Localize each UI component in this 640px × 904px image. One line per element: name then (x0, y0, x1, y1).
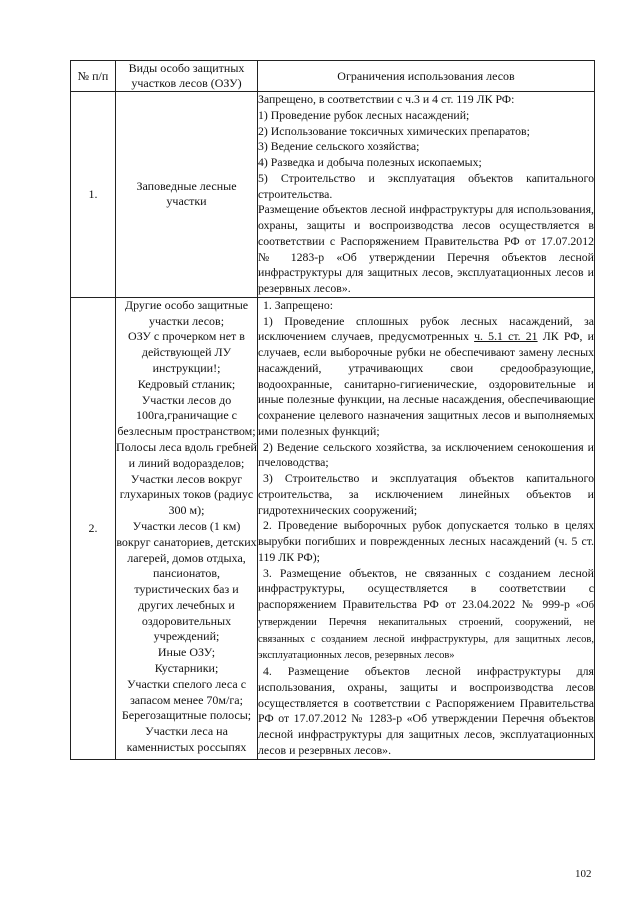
zone-item: Участки леса на каменнистых россыпях (126, 724, 247, 755)
header-num: № п/п (71, 61, 116, 92)
rule-paragraph: 5) Строительство и эксплуатация объектов капитального строительства. (258, 170, 594, 201)
zone-item: Участки лесов до 100га,граничащие с безлесным пространством; (117, 392, 256, 439)
page-number: 102 (575, 868, 592, 880)
rule-paragraph: 3) Ведение сельского хозяйства; (258, 139, 420, 154)
zone-item: Участки лесов (1 км) вокруг санаториев, детских лагерей, домов отдыха, пансионатов, туристических баз и других лечебных и оздоровительных учреждений; (116, 518, 257, 644)
rule-text: ЛК РФ, и случаев, если выборочные рубки не обеспечивают замену лесных насаждений, утрачивающих свои средообразующие, водоохранные, санитарно-гигиенические, оздоровительные и иные полезные функции, на лесные насаждения, обеспечивающие сохранение целевого назначения защитных лесов и выполняемых ими полезных функций; (258, 329, 594, 438)
rule-text: 3. Размещение объектов, не связанных с созданием лесной инфраструктуры, осуществляется в соответствии с распоряжением Правительства РФ от 23.04.2022 № 999-р (258, 565, 594, 611)
rule-paragraph (258, 566, 594, 665)
zone-item: Участки лесов вокруг глухариных токов (радиус 300 м); (119, 471, 254, 518)
table-row (71, 297, 595, 759)
law-reference-link[interactable]: ч. 5.1 ст. 21 (474, 329, 538, 344)
zone-item: Берегозащитные полосы; (121, 708, 252, 723)
rule-text-small: «Об утверждении Перечня некапитальных строений, сооружений, не связанных с созданием лесной инфраструктуры, для защитных лесов, эксплуатационных лесов, резервных лесов» (258, 600, 594, 662)
rule-paragraph: 3) Строительство и эксплуатация объектов капитального строительства, за исключением линейных объектов и гидротехнических сооружений; (258, 471, 594, 517)
zone-item: Полосы леса вдоль гребней и линий водоразделов; (116, 439, 257, 470)
zone-type-cell (116, 297, 258, 759)
zone-item: ОЗУ с прочерком нет в действующей ЛУ инструкции!; (128, 329, 245, 375)
zone-item: Кедровый стланик; (137, 376, 236, 391)
rule-paragraph: 4) Разведка и добыча полезных ископаемых; (258, 155, 482, 169)
zone-item: Кустарники; (154, 661, 219, 676)
rule-text: 1) Проведение сплошных рубок лесных насаждений, за исключением случаев, предусмотренных (258, 313, 594, 344)
zone-type-cell: Заповедные лесные участки (116, 92, 258, 298)
restrictions-table (70, 60, 595, 760)
row-number: 2. (71, 297, 116, 759)
rule-paragraph: 2) Ведение сельского хозяйства, за исключением сенокошения и пчеловодства; (258, 439, 594, 470)
rule-paragraph (258, 314, 594, 440)
row-number: 1. (71, 92, 116, 298)
header-restrictions: Ограничения использования лесов (258, 61, 595, 92)
zone-item: Другие особо защитные участки лесов; (124, 297, 249, 328)
rule-paragraph: 2. Проведение выборочных рубок допускается только в целях вырубки погибших и поврежденных лесных насаждений (ч. 5 ст. 119 ЛК РФ); (258, 518, 594, 564)
rule-paragraph: 1) Проведение рубок лесных насаждений; (258, 107, 470, 122)
zone-item: Иные ОЗУ; (157, 645, 216, 660)
rule-paragraph: 4. Размещение объектов лесной инфраструктуры для использования, охраны, защиты и воспроизводства лесов осуществляется в соответствии с Распоряжением Правительства РФ от 17.07.2012 № 1283-р «Об утверждении Перечня объектов лесной инфраструктуры для защитных лесов, эксплуатационных лесов и резервных лесов». (258, 664, 594, 757)
rule-paragraph: Запрещено, в соответствии с ч.3 и 4 ст. 119 ЛК РФ: (258, 92, 515, 106)
restrictions-cell (258, 297, 595, 759)
table-header-row (71, 61, 595, 92)
zone-item: Участки спелого леса с запасом менее 70м/га; (126, 676, 247, 707)
restrictions-cell (258, 92, 595, 298)
rule-paragraph: 1. Запрещено: (263, 297, 334, 312)
header-zone-type: Виды особо защитных участков лесов (ОЗУ) (116, 61, 258, 92)
rule-paragraph: 2) Использование токсичных химических препаратов; (258, 123, 530, 138)
rule-paragraph: Размещение объектов лесной инфраструктуры для использования, охраны, защиты и воспроизводства лесов осуществляется в соответствии с Распоряжением Правительства РФ от 17.07.2012 № 1283-р «Об утверждении Перечня объектов лесной инфраструктуры для защитных лесов, эксплуатационных лесов и резервных лесов». (258, 202, 594, 295)
table-row (71, 92, 595, 298)
